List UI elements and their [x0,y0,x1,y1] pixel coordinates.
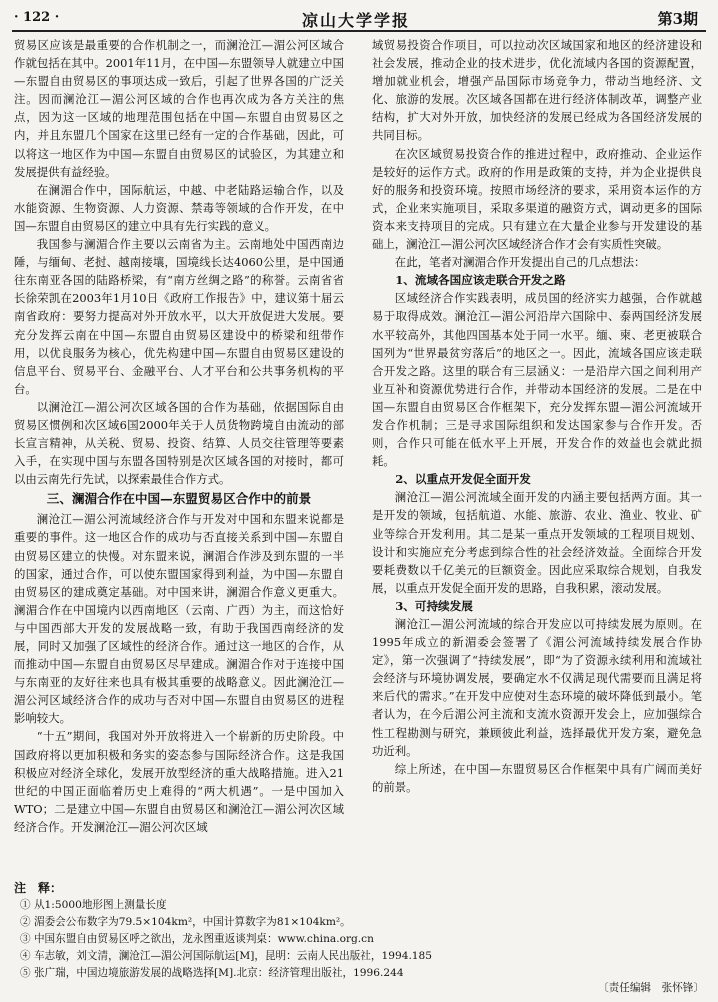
paragraph: 在此，笔者对澜湄合作开发提出自己的几点想法： [394,255,646,270]
responsible-editor: 〔责任编辑 张怀锋〕 [598,982,704,994]
paragraph: 我国参与澜湄合作主要以云南省为主。云南地处中国西南边陲，与缅甸、老挝、越南接壤，国境线长达4060公里，是中国通往东南亚各国的陆路桥梁，有“南方丝绸之路”的称誉。云南省省长徐荣凯在2003年1月10日《政府工作报告》中，建议第十届云南省政府：要努力提高对外开放水平，以大开放促进大发展。要充分发挥云南在中国—东盟自由贸易区建设中的桥梁和纽带作用，以优良服务为核心，优先构建中国—东盟自由贸易区建设的信息平台、贸易平台、金融平台、人才平台和公共事务机构的平台。 [14,237,344,396]
footnote-5: ⑤ 张广瑞，中国边境旅游发展的战略选择[M].北京：经济管理出版社，1996.244 [20,967,404,979]
footnotes-list [14,897,704,982]
section-heading: 三、澜湄合作在中国—东盟贸易区合作中的前景 [46,491,312,507]
page-number: · 122 · [14,10,60,25]
footnote-3: ③ 中国东盟自由贸易区呼之欲出，龙永图重返谈判桌：www.china.org.cn [20,933,374,945]
subsection-heading: 1、流域各国应该走联合开发之路 [395,273,566,288]
paragraph: “十五”期间，我国对外开放将进入一个崭新的历史阶段。中国政府将以更加积极和务实的姿态参与国际经济合作。这是我国积极应对经济全球化，发展开放型经济的重大战略措施。进入21世纪的中国正面临着历史上难得的“两大机遇”。一是中国加入WTO；二是建立中国—东盟自由贸易区和澜沧江—湄公河次区域经济合作。开发澜沧江—湄公河次区域 [14,729,344,834]
subsection-heading: 3、可持续发展 [395,598,473,613]
paragraph: 在次区域贸易投资合作的推进过程中，政府推动、企业运作是较好的运作方式。政府的作用是政策的支持，并为企业提供良好的服务和投资环境。按照市场经济的要求，采用资本运作的方式，企业来实施项目，采取多渠道的融资方式，调动更多的国际资本来支持项目的完成。只有建立在大量企业参与开发建设的基础上，澜沧江—湄公河次区域经济合作才会有实质性突破。 [372,146,702,252]
footnotes-heading: 注 释： [14,881,63,895]
paragraph: 澜沧江—湄公河流域的综合开发应以可持续发展为原则。在1995年成立的新湄委会签署了《湄公河流域持续发展合作协定》，第一次强调了“持续发展”，即“为了资源永续利用和流域社会经济与环境协调发展，要确定水不仅满足现代需要而且满足将来后代的需求。”在开发中应使对生态环境的破坏降低到最小。笔者认为，在今后湄公河主流和支流水资源开发会上，应加强综合性工程勘测与研究，兼顾彼此利益，选择最优开发方案，避免急功近利。 [372,617,702,758]
paragraph: 以澜沧江—湄公河次区域各国的合作为基础，依据国际自由贸易区惯例和次区域6国2000年关于人员货物跨境自由流动的部长宣言精神，从关税、贸易、投资、结算、人员交往管理等要素入手，在实现中国与东盟各国特别是次区域各国的对接时，都可以由云南先行先试，以探索最佳合作方式。 [14,399,344,487]
subsection-heading: 2、以重点开发促全面开发 [395,472,531,487]
paragraph: 在澜湄合作中，国际航运，中越、中老陆路运输合作，以及水能资源、生物资源、人力资源、禁毒等领域的合作开发，在中国—东盟自由贸易区的建立中具有先行实践的意义。 [14,182,344,233]
paragraph: 澜沧江—湄公河流域经济合作与开发对中国和东盟来说都是重要的事件。这一地区合作的成功与否直接关系到中国—东盟自由贸易区建立的快慢。对东盟来说，澜湄合作涉及到东盟的一半的国家，通过合作，可以使东盟国家得到利益，为中国—东盟自由贸易区的建成奠定基础。对中国来讲，澜湄合作意义更重大。澜湄合作在中国境内以西南地区（云南、广西）为主，而这恰好与中国西部大开发的发展战略一致，有助于我国西南经济的发展，同时又加强了区域性的经济合作。通过这一地区的合作，从而推动中国—东盟自由贸易区尽早建成。澜湄合作对于连接中国与东南亚的友好往来也具有极其重要的战略意义。因此澜沧江—湄公河区域经济合作的成功与否对中国—东盟自由贸易区的进程影响较大。 [14,512,344,726]
header-rule [12,30,706,32]
paragraph: 贸易区应该是最重要的合作机制之一，而澜沧江—湄公河区域合作就包括在其中。2001年11月，在中国—东盟领导人就建立中国—东盟自由贸易区的事项达成一致后，引起了世界各国的广泛关注。因而澜沧江—湄公河区域的合作也再次成为各方关注的焦点，因为这一区域的地理范围包括在中国—东盟自由贸易区之内，并且东盟几个国家在这里已经有一定的合作基础，因此，可以将这一地区作为中国—东盟自由贸易区的试验区，为其建立和发展提供有益经验。 [14,38,344,179]
paragraph: 澜沧江—湄公河流域全面开发的内涵主要包括两方面。其一是开发的领域，包括航道、水能、旅游、农业、渔业、牧业、矿业等综合开发利用。其二是某一重点开发领域的工程项目规划、设计和实施应充分考虑到综合性的社会经济效益。全面综合开发要耗费数以千亿美元的巨额资金。因此应采取综合规划，自我发展，以重点开发促全面开发的思路，自我积累，滚动发展。 [372,490,702,595]
footnotes [14,880,704,982]
issue-number: 第3期 [657,10,698,28]
paragraph: 区域经济合作实践表明，成员国的经济实力越强，合作就越易于取得成效。澜沧江—湄公河沿岸六国除中、泰两国经济发展水平较高外，其他四国基本处于同一水平。缅、柬、老更被联合国列为“世界最贫穷落后”的地区之一。因此，流域各国应该走联合开发之路。这里的联合有三层涵义：一是沿岸六国之间利用产业互补和资源优势进行合作，并带动本国经济的发展。二是在中国—东盟自由贸易区合作框架下，充分发挥东盟—湄公河流域开发合作机制；三是寻求国际组织和发达国家参与合作开发。否则，合作只可能在低水平上开展，开发合作的效益也会就此损耗。 [372,291,702,469]
right-column [372,36,702,796]
journal-title: 凉山大学学报 [302,11,411,30]
footnote-1: ① 从1:5000地形图上测量长度 [20,899,167,911]
paragraph: 综上所述，在中国—东盟贸易区合作框架中具有广阔而美好的前景。 [372,761,702,794]
footnote-2: ② 湄委会公布数字为79.5×104km²，中国计算数字为81×104km²。 [20,916,351,928]
footnote-4: ④ 车志敏，刘文清，澜沧江—湄公河国际航运[M]，昆明：云南人民出版社，1994.185 [20,950,433,962]
paragraph: 域贸易投资合作项目，可以拉动次区域国家和地区的经济建设和社会发展，推动企业的技术进步，优化流域内各国的资源配置，增加就业机会，增强产品国际市场竞争力，带动当地经济、文化、旅游的发展。次区域各国都在进行经济体制改革，调整产业结构，扩大对外开放，加快经济的发展已经成为各国经济发展的共同目标。 [372,38,702,143]
left-column [14,36,344,836]
page-header [12,6,706,30]
